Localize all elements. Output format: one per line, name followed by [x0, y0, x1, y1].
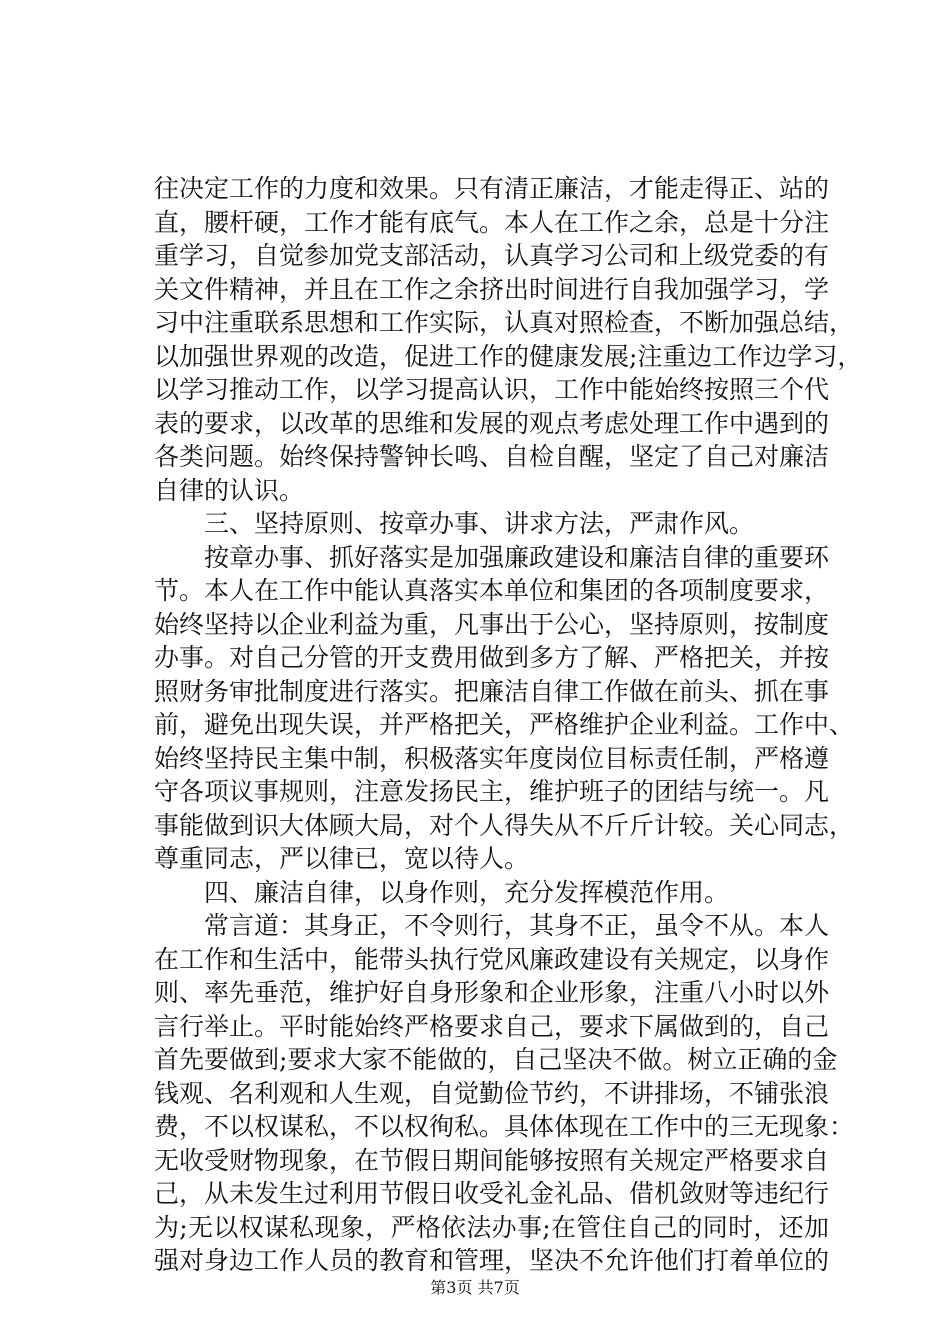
text-line: 三、坚持原则、按章办事、讲求方法，严肃作风。	[204, 509, 755, 538]
text-line: 费，不以权谋私，不以权徇私。具体体现在工作中的三无现象：	[154, 1112, 855, 1141]
text-line: 强对身边工作人员的教育和管理，坚决不允许他们打着单位的	[154, 1246, 830, 1275]
text-line: 在工作和生活中，能带头执行党风廉政建设有关规定，以身作	[154, 944, 830, 974]
text-line: 事能做到识大体顾大局，对个人得失从不斤斤计较。关心同志，	[154, 810, 855, 840]
text-line: 尊重同志，严以律已，宽以待人。	[154, 844, 530, 873]
text-line: 节。本人在工作中能认真落实本单位和集团的各项制度要求，	[154, 576, 830, 605]
text-line: 常言道：其身正，不令则行，其身不正，虽令不从。本人	[204, 911, 830, 940]
text-line: 以加强世界观的改造，促进工作的健康发展;注重边工作边学习，	[154, 341, 863, 371]
text-line: 往决定工作的力度和效果。只有清正廉洁，才能走得正、站的	[154, 174, 830, 203]
text-line: 四、廉洁自律，以身作则，充分发挥模范作用。	[204, 877, 730, 907]
text-line: 始终坚持以企业利益为重，凡事出于公心，坚持原则，按制度	[154, 609, 830, 639]
text-line: 表的要求，以改革的思维和发展的观点考虑处理工作中遇到的	[154, 408, 830, 438]
text-line: 首先要做到;要求大家不能做的，自己坚决不做。树立正确的金	[154, 1045, 838, 1074]
text-line: 重学习，自觉参加党支部活动，认真学习公司和上级党委的有	[154, 241, 830, 270]
text-line: 自律的认识。	[154, 475, 305, 505]
text-line: 习中注重联系思想和工作实际，认真对照检查，不断加强总结，	[154, 308, 855, 337]
text-line: 无收受财物现象，在节假日期间能够按照有关规定严格要求自	[154, 1145, 830, 1175]
text-line: 前，避免出现失误，并严格把关，严格维护企业利益。工作中、	[154, 710, 855, 739]
text-line: 照财务审批制度进行落实。把廉洁自律工作做在前头、抓在事	[154, 676, 830, 706]
text-line: 直，腰杆硬，工作才能有底气。本人在工作之余，总是十分注	[154, 207, 830, 237]
page-number-label: 第3页 共7页	[430, 1278, 520, 1297]
text-line: 按章办事、抓好落实是加强廉政建设和廉洁自律的重要环	[204, 542, 830, 572]
text-line: 始终坚持民主集中制，积极落实年度岗位目标责任制，严格遵	[154, 743, 830, 773]
text-line: 则、率先垂范，维护好自身形象和企业形象，注重八小时以外	[154, 978, 830, 1007]
text-line: 钱观、名利观和人生观，自觉勤俭节约，不讲排场，不铺张浪	[154, 1078, 830, 1108]
document-body	[154, 172, 863, 1278]
text-line: 各类问题。始终保持警钟长鸣、自检自醒，坚定了自己对廉洁	[154, 442, 830, 471]
text-line: 以学习推动工作，以学习提高认识，工作中能始终按照三个代	[154, 375, 830, 404]
page-footer	[0, 1278, 950, 1298]
text-line: 为;无以权谋私现象，严格依法办事;在管住自己的同时，还加	[154, 1212, 829, 1242]
text-line: 守各项议事规则，注意发扬民主，维护班子的团结与统一。凡	[154, 777, 830, 806]
text-line: 办事。对自己分管的开支费用做到多方了解、严格把关，并按	[154, 643, 830, 672]
text-line: 关文件精神，并且在工作之余挤出时间进行自我加强学习，学	[154, 274, 830, 304]
text-line: 己，从未发生过利用节假日收受礼金礼品、借机敛财等违纪行	[154, 1179, 830, 1208]
text-line: 言行举止。平时能始终严格要求自己，要求下属做到的，自己	[154, 1011, 830, 1041]
